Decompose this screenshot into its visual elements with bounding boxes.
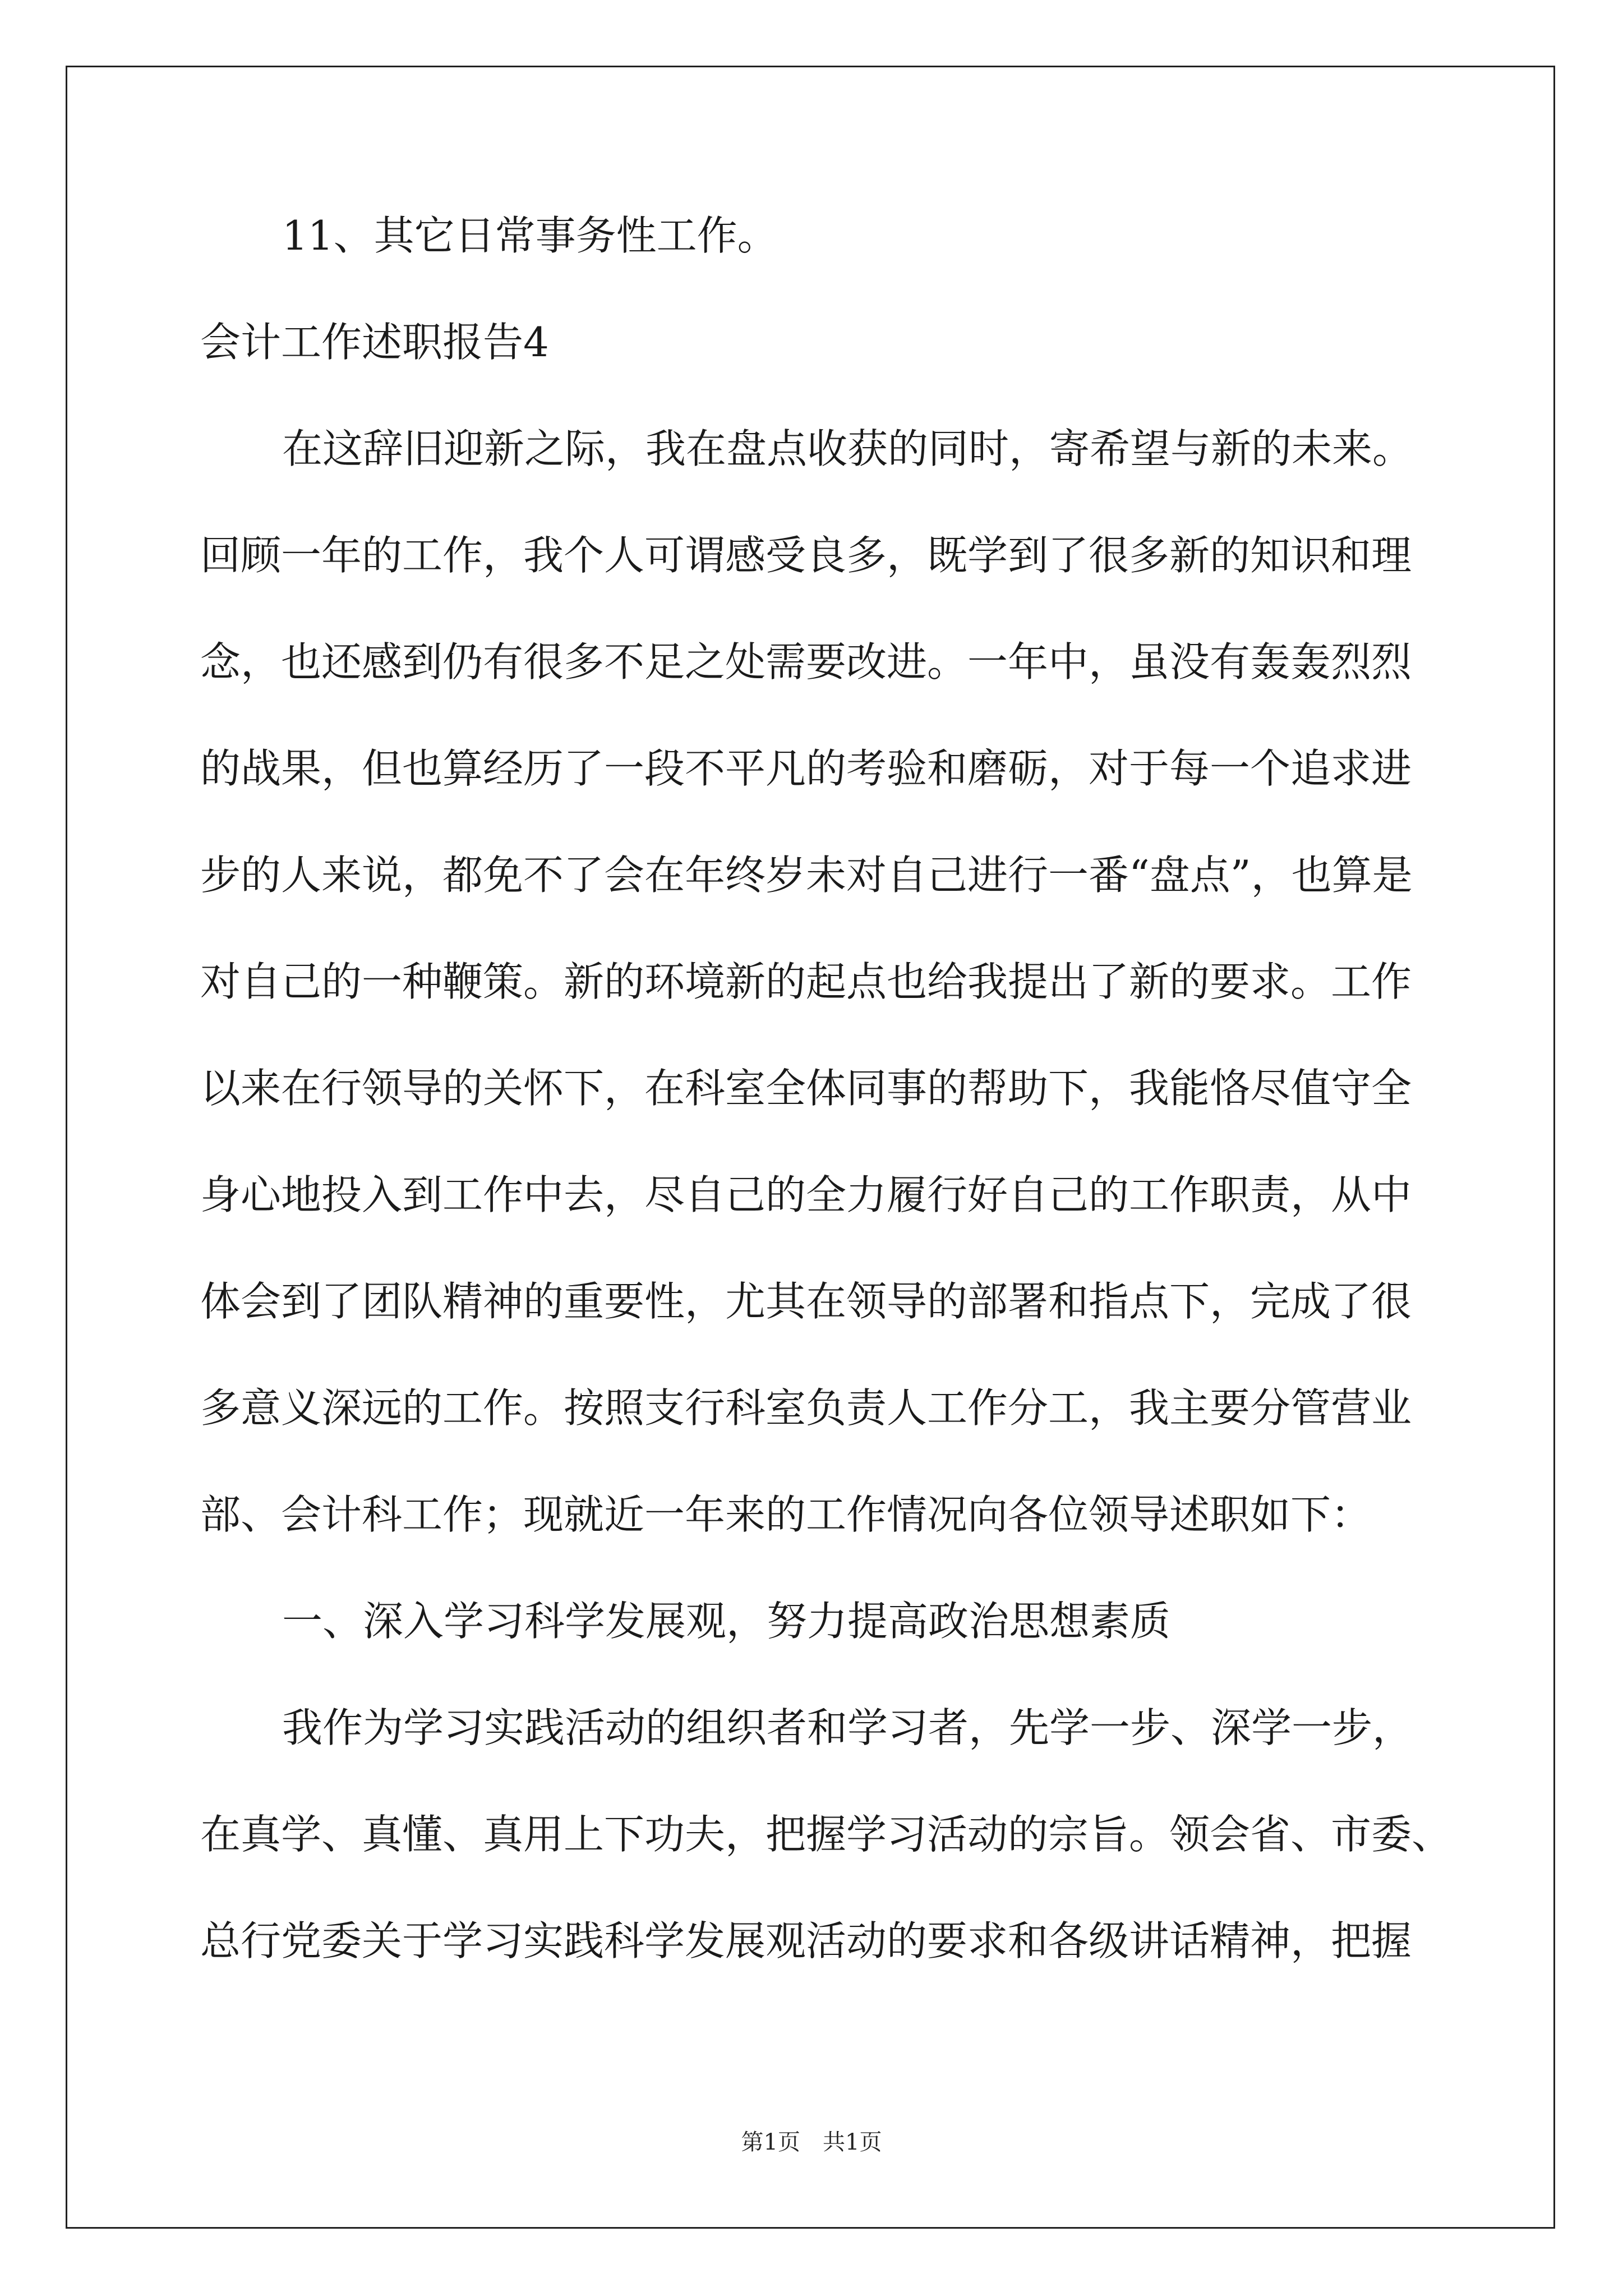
paragraph-line-13: 部、会计科工作；现就近一年来的工作情况向各位领导述职如下： [200, 1491, 1372, 1538]
paragraph-line-17: 总行党委关于学习实践科学发展观活动的要求和各级讲话精神，把握 [200, 1917, 1412, 1964]
paragraph-line-7: 步的人来说，都免不了会在年终岁未对自己进行一番“盘点”，也算是 [200, 852, 1413, 899]
paragraph-line-1: 11、其它日常事务性工作。 [282, 212, 778, 259]
paragraph-line-15: 我作为学习实践活动的组织者和学习者，先学一步、深学一步， [282, 1704, 1413, 1751]
paragraph-line-16: 在真学、真懂、真用上下功夫，把握学习活动的宗旨。领会省、市委、 [200, 1811, 1453, 1858]
paragraph-line-3: 在这辞旧迎新之际，我在盘点收获的同时，寄希望与新的未来。 [282, 425, 1413, 472]
section-heading: 会计工作述职报告4 [200, 319, 549, 366]
paragraph-line-4: 回顾一年的工作，我个人可谓感受良多，既学到了很多新的知识和理 [200, 532, 1412, 579]
subsection-heading: 一、深入学习科学发展观，努力提高政治思想素质 [282, 1598, 1171, 1645]
paragraph-line-8: 对自己的一种鞭策。新的环境新的起点也给我提出了新的要求。工作 [200, 958, 1412, 1005]
page-number-footer: 第1页 共1页 [741, 2129, 882, 2155]
paragraph-line-5: 念，也还感到仍有很多不足之处需要改进。一年中，虽没有轰轰烈烈 [200, 638, 1412, 685]
paragraph-line-9: 以来在行领导的关怀下，在科室全体同事的帮助下，我能恪尽值守全 [200, 1065, 1412, 1112]
paragraph-line-12: 多意义深远的工作。按照支行科室负责人工作分工，我主要分管营业 [200, 1384, 1412, 1432]
paragraph-line-10: 身心地投入到工作中去，尽自己的全力履行好自己的工作职责，从中 [200, 1171, 1412, 1218]
paragraph-line-11: 体会到了团队精神的重要性，尤其在领导的部署和指点下，完成了很 [200, 1278, 1412, 1325]
paragraph-line-6: 的战果，但也算经历了一段不平凡的考验和磨砺，对于每一个追求进 [200, 745, 1412, 792]
page-border [66, 66, 1555, 2229]
